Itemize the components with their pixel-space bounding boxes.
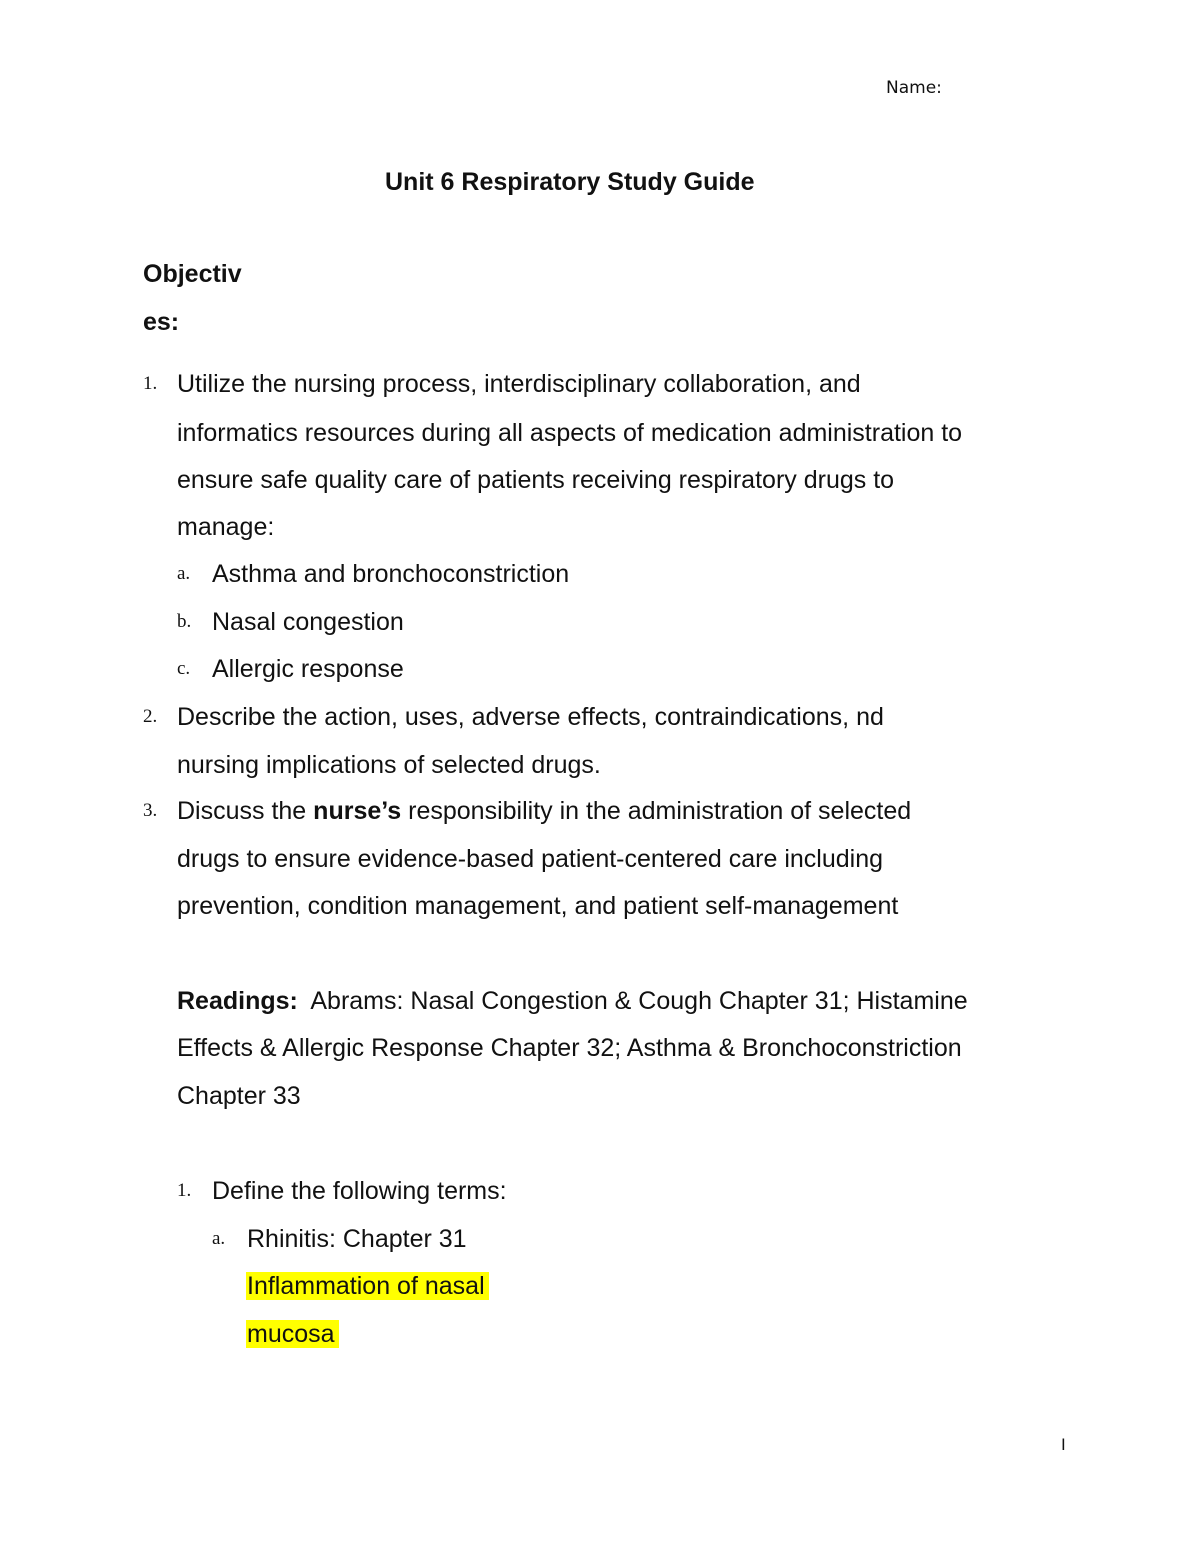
- subitem-text: Nasal congestion: [212, 608, 404, 636]
- readings-label: Readings:: [177, 987, 298, 1015]
- objectives-heading-line1: Objectiv: [143, 260, 242, 288]
- highlighted-answer: mucosa: [246, 1320, 339, 1348]
- subitem-letter: a.: [177, 563, 191, 584]
- subitem-letter: a.: [212, 1228, 226, 1249]
- objective-number: 1.: [143, 373, 158, 394]
- objectives-heading-line2: es:: [143, 308, 180, 336]
- subitem-text: Asthma and bronchoconstriction: [212, 560, 570, 588]
- readings-line: [177, 986, 968, 1016]
- objective-text-line: [177, 796, 911, 826]
- objective-text-line: ensure safe quality care of patients receiving respiratory drugs to: [177, 466, 895, 494]
- subitem-text: Rhinitis: Chapter 31: [247, 1225, 467, 1253]
- objective-text-segment: Discuss the: [177, 797, 314, 825]
- question-text: Define the following terms:: [212, 1177, 507, 1205]
- page-title: Unit 6 Respiratory Study Guide: [385, 168, 755, 196]
- objective-number: 2.: [143, 706, 158, 727]
- highlighted-answer-line: [246, 1271, 489, 1301]
- objective-number: 3.: [143, 800, 158, 821]
- objective-text-line: drugs to ensure evidence-based patient-centered care including: [177, 845, 884, 873]
- readings-line: Chapter 33: [177, 1082, 301, 1110]
- objective-text-line: Utilize the nursing process, interdisciplinary collaboration, and: [177, 370, 861, 398]
- highlighted-answer-line: [246, 1319, 339, 1349]
- page-number: I: [1061, 1435, 1066, 1454]
- objective-text-segment: responsibility in the administration of selected: [401, 797, 912, 825]
- readings-text: Abrams: Nasal Congestion & Cough Chapter 31; Histamine: [310, 987, 968, 1015]
- objective-text-line: informatics resources during all aspects of medication administration to: [177, 419, 963, 447]
- objective-text-line: nursing implications of selected drugs.: [177, 751, 601, 779]
- highlighted-answer: Inflammation of nasal: [246, 1272, 489, 1300]
- objective-text-line: prevention, condition management, and patient self-management: [177, 892, 899, 920]
- name-label: Name:: [886, 78, 942, 98]
- objective-text-line: manage:: [177, 513, 275, 541]
- subitem-letter: b.: [177, 611, 192, 632]
- objective-text-line: Describe the action, uses, adverse effects, contraindications, nd: [177, 703, 884, 731]
- subitem-letter: c.: [177, 658, 191, 679]
- question-number: 1.: [177, 1180, 192, 1201]
- subitem-text: Allergic response: [212, 655, 404, 683]
- objective-text-bold: nurse’s: [313, 797, 402, 825]
- readings-line: Effects & Allergic Response Chapter 32; Asthma & Bronchoconstriction: [177, 1034, 962, 1062]
